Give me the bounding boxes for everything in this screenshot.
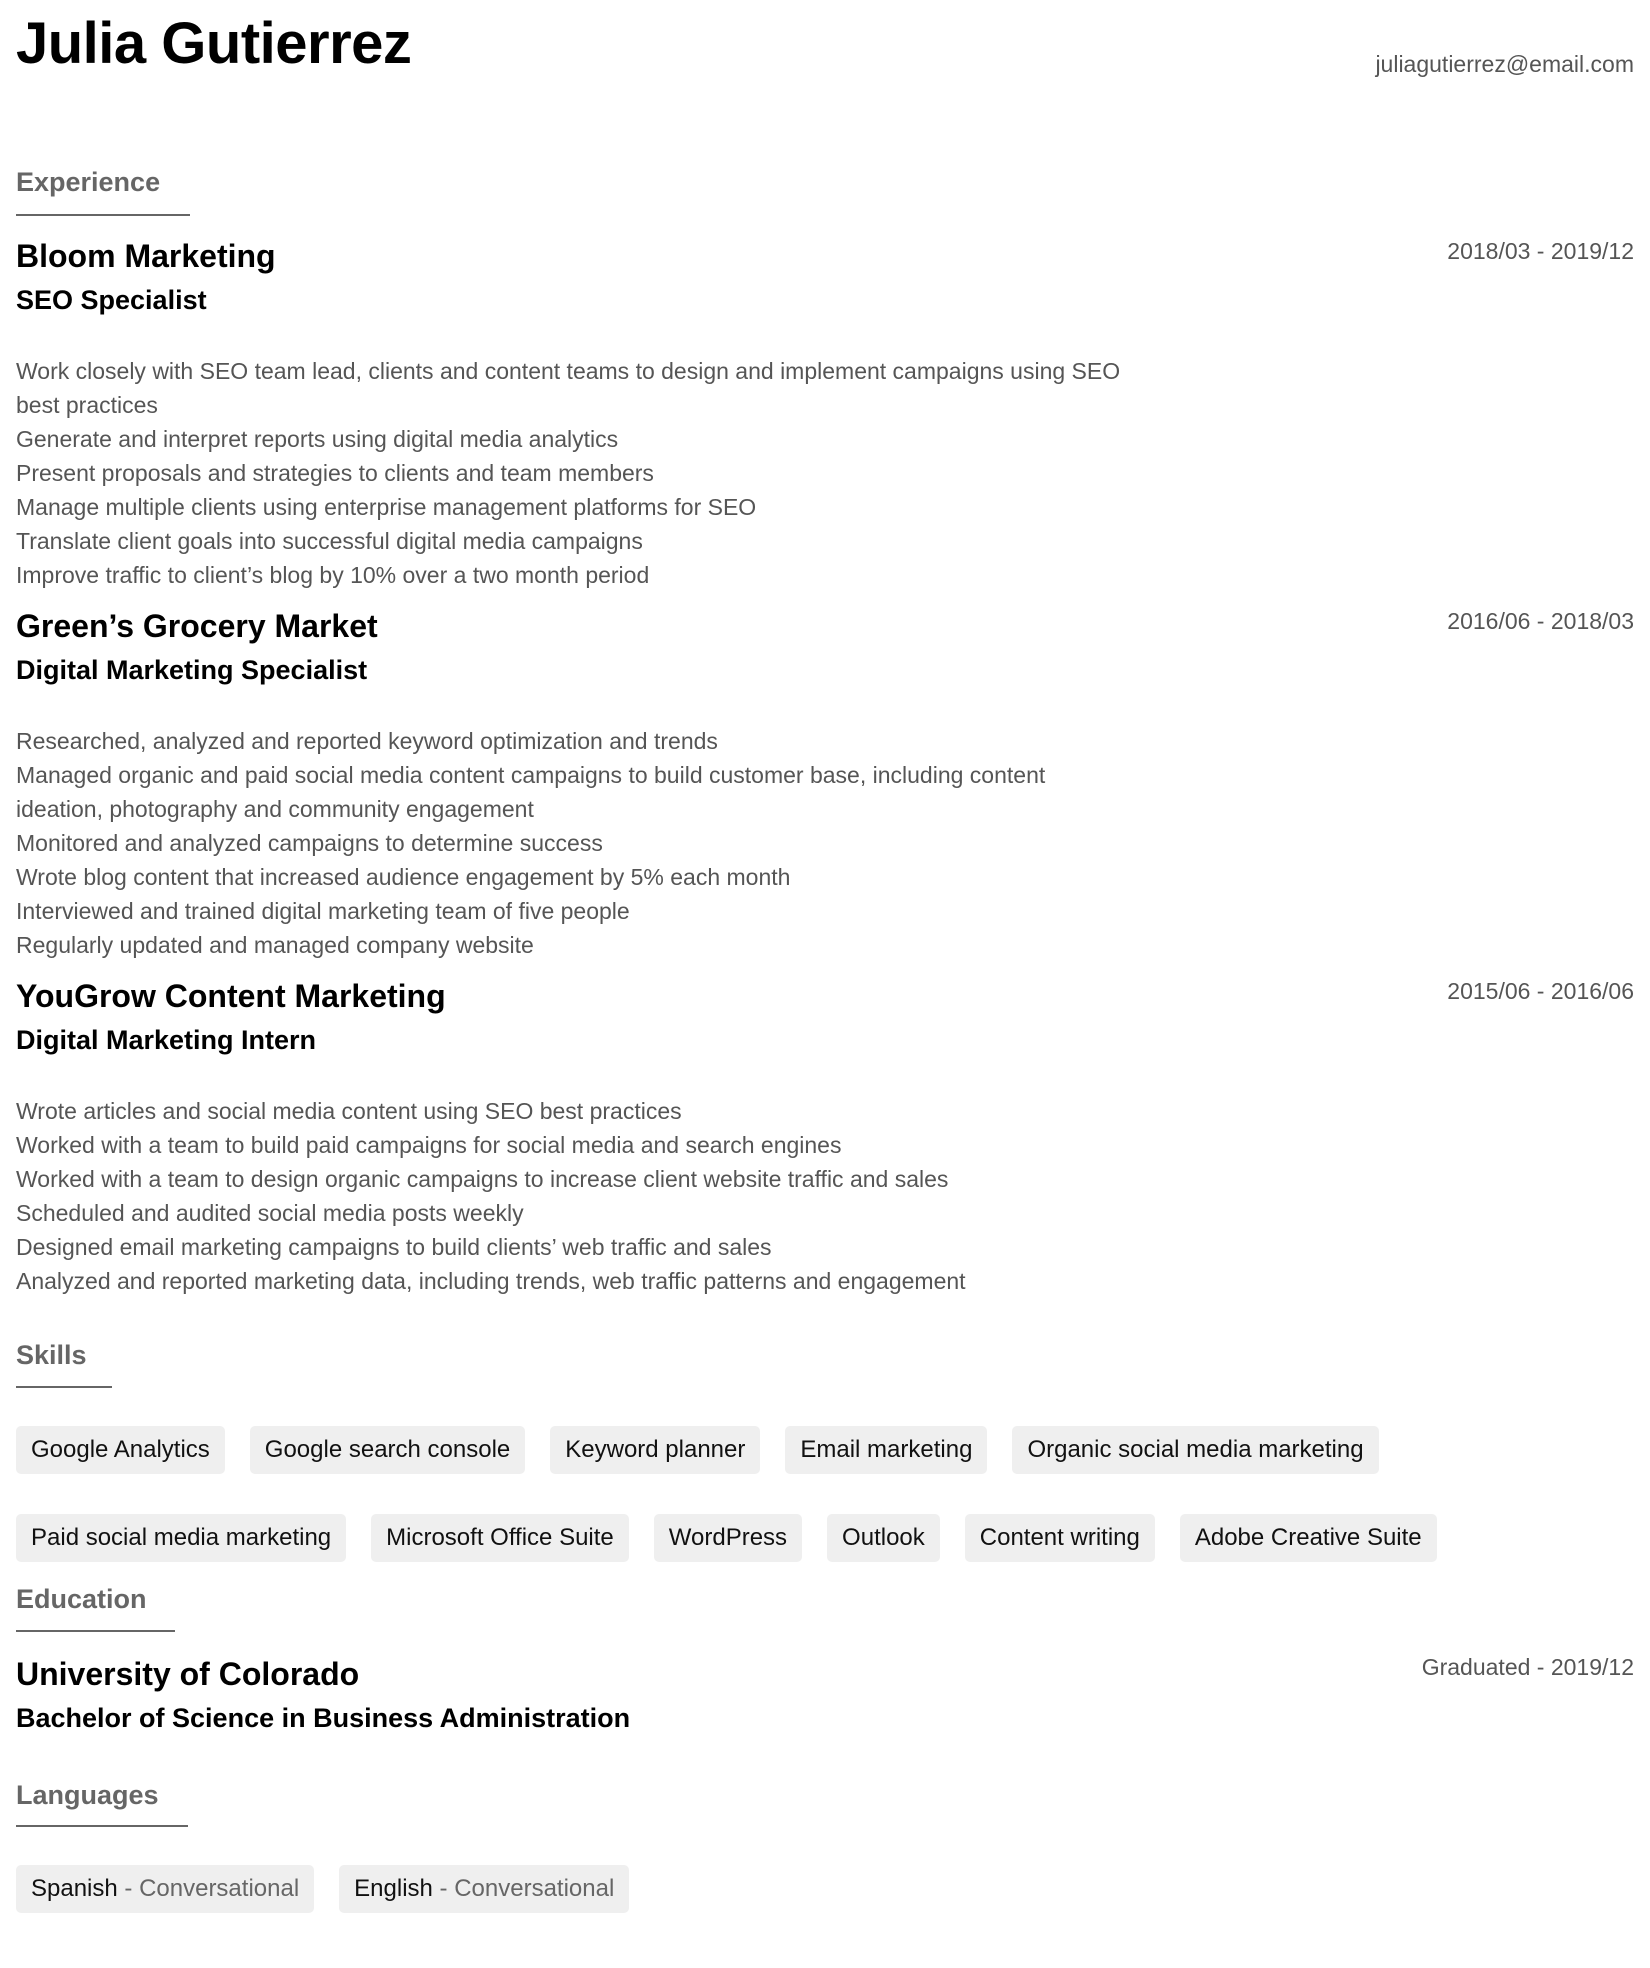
skill-chip: Content writing — [965, 1514, 1155, 1562]
section-title-experience: Experience — [16, 167, 161, 197]
job-dates: 2018/03 - 2019/12 — [1447, 238, 1634, 264]
bullet: Analyzed and reported marketing data, including trends, web traffic patterns and engagement — [16, 1268, 966, 1294]
company-name: Bloom Marketing — [16, 238, 276, 274]
bullet: Interviewed and trained digital marketing team of five people — [16, 898, 630, 924]
skill-chip: Google search console — [250, 1426, 525, 1474]
skill-chip: Outlook — [827, 1514, 940, 1562]
skill-chip: Keyword planner — [550, 1426, 760, 1474]
job-bullets — [16, 354, 1136, 592]
email: juliagutierrez@email.com — [1375, 51, 1634, 77]
job-role: Digital Marketing Specialist — [16, 655, 368, 685]
section-divider — [16, 1386, 112, 1388]
bullet: Worked with a team to build paid campaigns for social media and search engines — [16, 1132, 842, 1158]
section-title-education: Education — [16, 1584, 147, 1614]
job-entry — [16, 606, 1634, 962]
separator: - — [117, 1875, 140, 1902]
skill-chip: Google Analytics — [16, 1426, 225, 1474]
job-bullets — [16, 724, 1136, 962]
school-name: University of Colorado — [16, 1656, 360, 1692]
language-chip — [16, 1865, 314, 1913]
education-dates: Graduated - 2019/12 — [1421, 1654, 1634, 1680]
bullet: Designed email marketing campaigns to build clients’ web traffic and sales — [16, 1234, 772, 1260]
separator: - — [432, 1875, 455, 1902]
bullet: Worked with a team to design organic campaigns to increase client website traffic and sales — [16, 1166, 949, 1192]
language-name: English — [354, 1875, 433, 1902]
section-divider — [16, 1630, 175, 1632]
languages-list — [16, 1865, 1634, 1913]
skill-chip: Organic social media marketing — [1012, 1426, 1378, 1474]
skill-chip: WordPress — [654, 1514, 802, 1562]
job-entry — [16, 236, 1634, 592]
skill-chip: Email marketing — [785, 1426, 987, 1474]
section-divider — [16, 1825, 188, 1827]
skill-chip: Adobe Creative Suite — [1180, 1514, 1437, 1562]
bullet: Wrote articles and social media content using SEO best practices — [16, 1098, 682, 1124]
section-title-languages: Languages — [16, 1780, 159, 1810]
skill-chip: Microsoft Office Suite — [371, 1514, 629, 1562]
candidate-name: Julia Gutierrez — [16, 11, 412, 76]
bullet: Translate client goals into successful digital media campaigns — [16, 528, 643, 554]
bullet: Researched, analyzed and reported keyword optimization and trends — [16, 728, 718, 754]
language-chip — [339, 1865, 629, 1913]
education-entry — [16, 1654, 1634, 1736]
bullet: Generate and interpret reports using digital media analytics — [16, 426, 619, 452]
language-level: Conversational — [139, 1875, 300, 1902]
company-name: YouGrow Content Marketing — [16, 978, 446, 1014]
degree: Bachelor of Science in Business Administration — [16, 1703, 631, 1733]
company-name: Green’s Grocery Market — [16, 608, 378, 644]
bullet: Wrote blog content that increased audience engagement by 5% each month — [16, 864, 791, 890]
bullet: Present proposals and strategies to clients and team members — [16, 460, 654, 486]
job-role: SEO Specialist — [16, 285, 207, 315]
bullet: Manage multiple clients using enterprise management platforms for SEO — [16, 494, 757, 520]
job-role: Digital Marketing Intern — [16, 1025, 317, 1055]
job-dates: 2015/06 - 2016/06 — [1447, 978, 1634, 1004]
language-level: Conversational — [454, 1875, 615, 1902]
job-entry — [16, 976, 1634, 1298]
bullet: Monitored and analyzed campaigns to determine success — [16, 830, 603, 856]
skills-list — [16, 1426, 1634, 1562]
bullet: Regularly updated and managed company website — [16, 932, 534, 958]
bullet: Managed organic and paid social media content campaigns to build customer base, including content ideation, photography and community engagement — [16, 762, 1046, 822]
section-divider — [16, 214, 190, 216]
job-dates: 2016/06 - 2018/03 — [1447, 608, 1634, 634]
bullet: Work closely with SEO team lead, clients and content teams to design and implement campaigns using SEO best practices — [16, 358, 1121, 418]
section-title-skills: Skills — [16, 1340, 87, 1370]
language-name: Spanish — [31, 1875, 118, 1902]
job-bullets — [16, 1094, 1136, 1298]
bullet: Improve traffic to client’s blog by 10% over a two month period — [16, 562, 650, 588]
bullet: Scheduled and audited social media posts weekly — [16, 1200, 524, 1226]
skill-chip: Paid social media marketing — [16, 1514, 346, 1562]
